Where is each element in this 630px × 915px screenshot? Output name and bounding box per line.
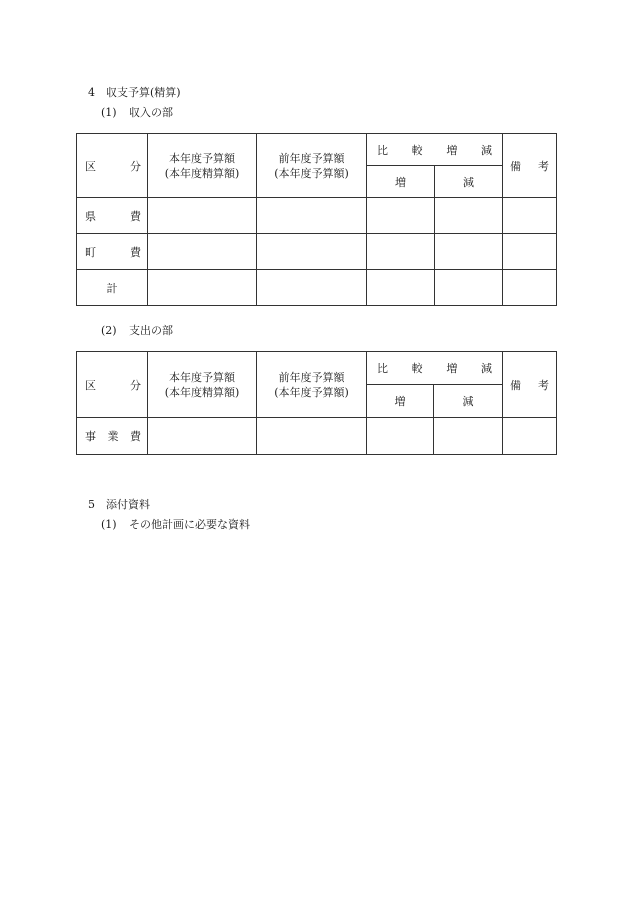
income-row-total-label: 計	[77, 270, 148, 306]
expense-header-decrease: 減	[434, 385, 503, 418]
income-cell	[367, 198, 435, 234]
income-cell	[257, 198, 367, 234]
expense-table	[76, 351, 557, 455]
income-cell	[503, 234, 557, 270]
income-cell	[148, 198, 257, 234]
expense-header-previous-budget: 前年度予算額 (本年度予算額)	[257, 352, 367, 418]
income-cell	[257, 234, 367, 270]
table-row	[77, 198, 557, 234]
income-cell	[435, 270, 503, 306]
income-header-previous-budget: 前年度予算額 (本年度予算額)	[257, 134, 367, 198]
expense-header-increase: 増	[367, 385, 434, 418]
section-4-number: 4	[88, 86, 95, 99]
attachment-item	[101, 516, 250, 532]
table-row	[77, 418, 557, 455]
expense-header-remarks: 備 考	[503, 352, 557, 418]
section-5-heading	[88, 496, 150, 512]
income-cell	[503, 198, 557, 234]
income-cell	[503, 270, 557, 306]
income-cell	[148, 270, 257, 306]
section-4-title: 収支予算(精算)	[106, 86, 181, 99]
income-header-increase: 増	[367, 166, 435, 198]
income-title: 収入の部	[129, 106, 173, 119]
expense-number: (2)	[101, 324, 117, 337]
expense-cell	[434, 418, 503, 455]
expense-header-comparison: 比 較 増 減	[367, 352, 503, 385]
income-row-town-label: 町 費	[77, 234, 148, 270]
income-header-kubun: 区 分	[77, 134, 148, 198]
income-cell	[367, 270, 435, 306]
income-cell	[257, 270, 367, 306]
attachment-item-text: その他計画に必要な資料	[129, 518, 250, 531]
income-table	[76, 133, 557, 306]
table-row	[77, 270, 557, 306]
income-row-prefecture-label: 県 費	[77, 198, 148, 234]
income-header-remarks: 備 考	[503, 134, 557, 198]
expense-subheading	[101, 322, 173, 338]
expense-cell	[367, 418, 434, 455]
expense-cell	[148, 418, 257, 455]
expense-cell	[257, 418, 367, 455]
expense-header-current-budget: 本年度予算額 (本年度精算額)	[148, 352, 257, 418]
section-4-heading	[88, 84, 181, 100]
income-subheading	[101, 104, 173, 120]
income-cell	[367, 234, 435, 270]
income-header-current-budget: 本年度予算額 (本年度精算額)	[148, 134, 257, 198]
income-header-comparison: 比 較 増 減	[367, 134, 503, 166]
income-cell	[435, 234, 503, 270]
expense-cell	[503, 418, 557, 455]
expense-row-project-label: 事 業 費	[77, 418, 148, 455]
section-5-title: 添付資料	[106, 498, 150, 511]
income-cell	[435, 198, 503, 234]
expense-header-kubun: 区 分	[77, 352, 148, 418]
income-cell	[148, 234, 257, 270]
income-number: (1)	[101, 106, 117, 119]
table-row	[77, 234, 557, 270]
section-5-number: 5	[88, 498, 95, 511]
attachment-item-number: (1)	[101, 518, 117, 531]
income-header-decrease: 減	[435, 166, 503, 198]
expense-title: 支出の部	[129, 324, 173, 337]
